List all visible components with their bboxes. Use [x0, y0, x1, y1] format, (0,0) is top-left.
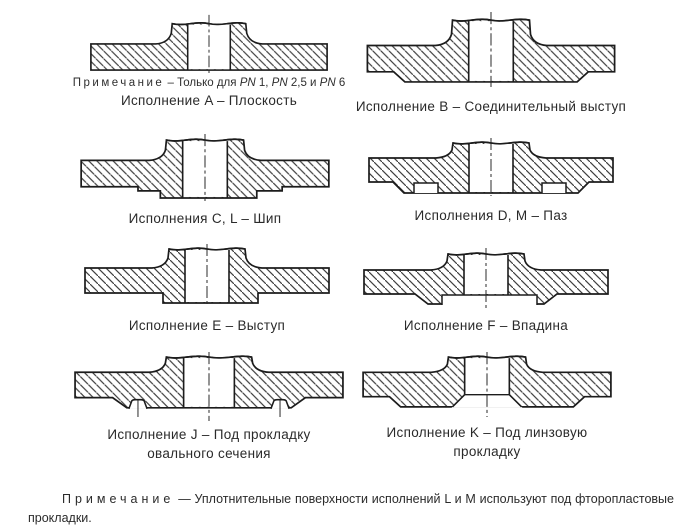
figure-c-caption: Исполнения C, L – Шип [128, 211, 282, 226]
footnote-label: Примечание [62, 491, 175, 506]
groove-notch-left [414, 183, 438, 193]
figure-k [360, 352, 614, 461]
figure-d [366, 138, 616, 225]
note-label: Примечание [72, 77, 165, 89]
footnote [28, 490, 674, 528]
groove-notch-right [542, 183, 566, 193]
figure-e-caption: Исполнение E – Выступ [128, 318, 286, 333]
figure-k-caption-line1: Исполнение K – Под линзовую [386, 425, 588, 440]
flange-section-f-drawing [360, 248, 612, 308]
flange-section-k-drawing [360, 352, 614, 417]
figure-a-note: Примечание – Только для PN 1, PN 2,5 и PN 6 [72, 77, 346, 89]
flange-section-a-drawing [88, 12, 330, 74]
flange-section-c-drawing [78, 134, 332, 201]
figure-e [82, 244, 332, 335]
figure-k-caption-line2: прокладку [453, 444, 521, 459]
figure-j [72, 352, 346, 463]
figure-j-caption-line1: Исполнение J – Под прокладку [107, 427, 311, 442]
figure-j-caption-line2: овального сечения [147, 446, 271, 461]
figure-f [360, 248, 612, 335]
figure-a-caption: Исполнение A – Плоскость [120, 93, 298, 108]
figure-c [78, 134, 332, 228]
footnote-body: — Уплотнительные поверхности исполнений L и M используют под фторопластовые прокладки. [28, 491, 674, 525]
recess-cut [442, 295, 537, 305]
figure-d-caption: Исполнения D, M – Паз [414, 208, 568, 223]
figure-b-caption: Исполнение B – Соединительный выступ [355, 99, 627, 114]
flange-section-j-drawing [72, 352, 346, 421]
flange-section-e-drawing [82, 244, 332, 306]
figure-a [72, 12, 346, 110]
flange-section-d-drawing [366, 138, 616, 196]
flange-section-b-drawing [364, 10, 618, 87]
figure-f-caption: Исполнение F – Впадина [403, 318, 569, 333]
figure-b [355, 10, 627, 116]
